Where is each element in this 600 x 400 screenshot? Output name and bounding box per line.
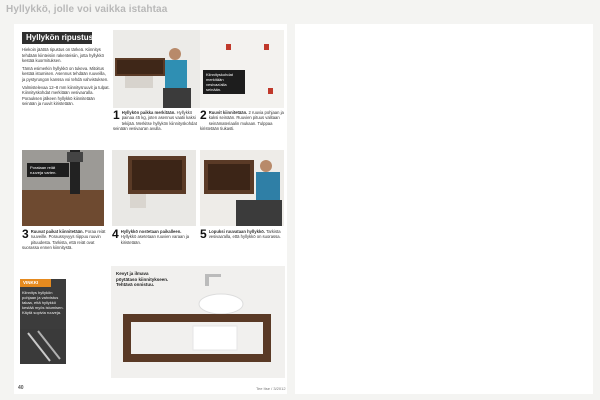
- step-title: Hyllykön paikka merkitään.: [121, 110, 176, 115]
- photo-step-3: [22, 150, 104, 226]
- tip-heading: VINKKI: [20, 279, 51, 287]
- section-title-bar: [22, 32, 92, 44]
- intro-paragraph: Tämä esimerkin hyllykkö on tukeva. Mitoitus kestää istumisen. Asennus tehdään ruuveilla, ja pystyrungon kanssa voi tehdä vahvistuksen.: [22, 65, 109, 82]
- step-title: Hyllykkö nostetaan paikalleen.: [120, 229, 182, 234]
- step-body: Poraa reiät ruuveille. Poraussyvyys riippuu ruuvin pituudesta. Tarkista, että reiät ovat suorassa ennen kiinnitystä.: [22, 229, 106, 251]
- section-title: Hyllykön ripustus: [26, 33, 94, 42]
- page-number-left: 40: [18, 385, 24, 391]
- shelf-lifting-illustration: [113, 30, 201, 108]
- screwing-shelf-illustration: [200, 150, 284, 226]
- step-4-text: [112, 229, 196, 245]
- step-body: Tarkista vesivaa'alla, että hyllykkö on suorassa.: [208, 229, 281, 240]
- step-title: Ruuvit kiinnitetään.: [208, 110, 248, 115]
- photo-step-4: [112, 150, 196, 226]
- step-number: 5: [200, 227, 207, 241]
- step-3-text: [22, 229, 106, 251]
- step-title: Ruuvat paikat kiinnitetään.: [30, 229, 84, 234]
- photo-step-1: [113, 30, 201, 108]
- right-page: [295, 24, 593, 394]
- step-number: 3: [22, 227, 29, 241]
- photo-label-step-2: [203, 70, 245, 94]
- footer-right: Tee Itse / 3/2012: [256, 386, 286, 391]
- step-body: Hyllykkö painaa 45 kg, joten asennus vaatii kaksi tekijää. Merkitse hyllykön kiinnityskohdat seinään vesivaa'an avulla.: [113, 110, 197, 132]
- drilling-illustration: [22, 150, 104, 226]
- drill-bits-illustration: [20, 329, 66, 364]
- photo-label-step-3: [27, 163, 69, 177]
- step-5-text: [200, 229, 284, 240]
- intro-paragraph: Hiekoin jäätöä ripustus on tärkeä. Kiinnitys tehdään kiinteisiin rakenteisiin, jotta hyllykkö kestää kuormituksen.: [22, 47, 104, 64]
- final-photo-caption: Kevyt ja ilmava pöytätaso kiinnitykseen. Tehtävä onnistuu.: [116, 271, 169, 288]
- shelf-mounting-illustration: [112, 150, 196, 226]
- step-title: Lopuksi ruuvataan hyllykkö.: [208, 229, 266, 234]
- photo-step-2: [200, 30, 284, 108]
- drill-bits-photo: [20, 329, 66, 364]
- page-header-title: Hyllykkö, jolle voi vaikka istahtaa: [6, 4, 168, 15]
- tip-text: Kiinnitys hyllykön pohjaan ja vahvistus takaa, että hyllykkö kestää myös istumisen. Käytä sopivia ruuveja.: [22, 290, 64, 315]
- photo-step-5: [200, 150, 284, 226]
- step-number: 2: [200, 108, 207, 122]
- step-1-text: [113, 110, 199, 132]
- step-number: 1: [113, 108, 120, 122]
- step-number: 4: [112, 227, 119, 241]
- step-body: Hyllykkö asetetaan ruuvien varaan ja kiristetään.: [120, 234, 190, 245]
- wall-marks-illustration: [200, 30, 284, 108]
- label-text: Kiinnityskohdat merkitään vesivaa'alla seinään.: [206, 72, 233, 92]
- step-body: 2 ruuvia pohjaan ja kaksi seinään. Ruuvien pituus valitaan seinämateriaalin mukaan. Tulppaa kiristetään tiukasti.: [200, 110, 284, 132]
- intro-paragraph: Valmistelevaa 12–8 mm kiinnitysruuvit ja tulpat. Kiinnityskohdat merkitään vesivaa'alla. Porauksen jälkeen hyllykkö kiinnitetään seinään ja ruuvit kiristetään.: [22, 84, 110, 107]
- label-text: Porataan reiät ruuveja varten.: [30, 165, 57, 175]
- intro-text: [22, 47, 110, 109]
- step-2-text: [200, 110, 284, 132]
